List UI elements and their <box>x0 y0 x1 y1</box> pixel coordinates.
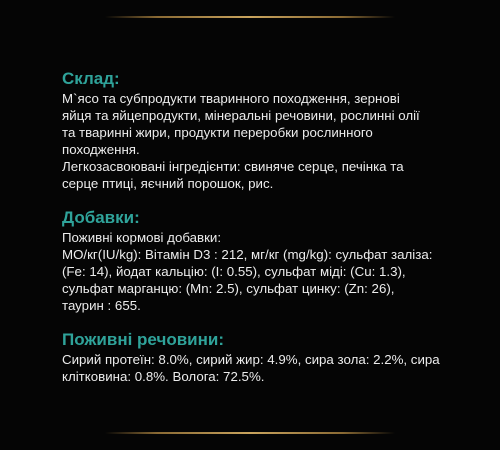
composition-line: та тваринні жири, продукти переробки рослинного <box>62 125 373 140</box>
additives-section <box>62 207 482 314</box>
additives-text <box>62 229 482 314</box>
additives-heading: Добавки: <box>62 208 140 227</box>
nutrients-heading: Поживні речовини: <box>62 330 224 349</box>
composition-line: яйця та яйцепродукти, мінеральні речовини, рослинні олії <box>62 108 420 123</box>
nutrients-line: клітковина: 0.8%. Волога: 72.5%. <box>62 369 265 384</box>
composition-line: походження. <box>62 142 140 157</box>
nutrients-text <box>62 351 482 385</box>
additives-line: МО/кг(IU/kg): Вітамін D3 : 212, мг/кг (mg/kg): сульфат заліза: <box>62 247 433 262</box>
composition-text <box>62 90 482 192</box>
composition-line: серце птиці, яєчний порошок, рис. <box>62 176 274 191</box>
composition-line: М`ясо та субпродукти тваринного походження, зернові <box>62 91 400 106</box>
top-gold-divider <box>105 16 395 18</box>
nutrients-line: Сирий протеїн: 8.0%, сирий жир: 4.9%, сира зола: 2.2%, сира <box>62 352 440 367</box>
additives-line: сульфат марганцю: (Mn: 2.5), сульфат цинку: (Zn: 26), <box>62 281 395 296</box>
composition-line: Легкозасвоювані інгредієнти: свиняче серце, печінка та <box>62 159 404 174</box>
nutrients-section <box>62 329 482 385</box>
additives-line: таурин : 655. <box>62 298 141 313</box>
additives-line: Поживні кормові добавки: <box>62 230 222 245</box>
composition-heading: Склад: <box>62 69 120 88</box>
bottom-gold-divider <box>105 432 395 434</box>
composition-section <box>62 68 482 192</box>
product-info-panel <box>62 68 482 385</box>
additives-line: (Fe: 14), йодат кальцію: (I: 0.55), сульфат міді: (Cu: 1.3), <box>62 264 406 279</box>
